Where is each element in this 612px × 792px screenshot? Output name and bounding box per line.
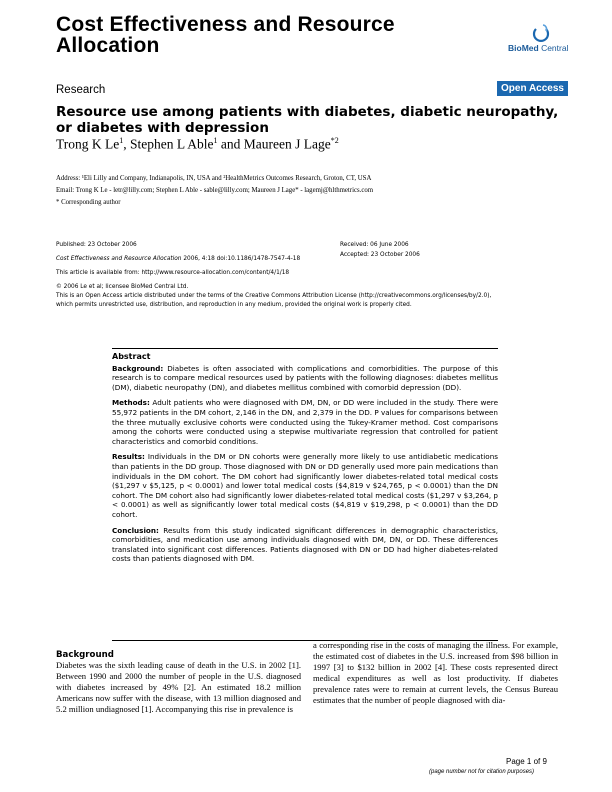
abstract-background xyxy=(112,364,498,393)
body-column-right: a corresponding rise in the costs of managing the illness. For example, the estimated cost of diabetes in the U.S. increased from $98 billion in 1997 [3] to $132 billion in 2002 [4]. These costs represented direct medical expenditures as well as lost productivity. If diabetes prevalence rates were to remain at current levels, the Census Bureau estimates that the number of people diagnosed with dia- xyxy=(313,640,558,705)
citation-journal: Cost Effectiveness and Resource Allocation xyxy=(56,256,182,262)
published-date: Published: 23 October 2006 xyxy=(56,242,137,248)
abstract-top-rule xyxy=(112,348,498,349)
abstract-heading: Abstract xyxy=(112,352,151,361)
author-name[interactable]: Maureen J Lage xyxy=(243,136,331,152)
abstract-results xyxy=(112,452,498,519)
author-name[interactable]: Trong K Le xyxy=(56,136,120,152)
license-line-2: which permits unrestricted use, distribution, and reproduction in any medium, provided the original work is properly cited. xyxy=(56,302,412,308)
logo-wordmark-light: Central xyxy=(538,43,569,53)
background-heading: Background xyxy=(56,650,114,660)
abstract-text: Diabetes is often associated with complications and comorbidities. The purpose of this research is to compare medical resources used by patients with the following diagnoses: diabetes mellitus (DM), diabetic neuropathy (DN), and diabetes mellitus combined with comorbid depression (DD). xyxy=(112,363,498,392)
abstract-label: Results: xyxy=(112,452,145,462)
corresponding-author-note: * Corresponding author xyxy=(56,199,121,206)
abstract-text: Adult patients who were diagnosed with DM, DN, or DD were included in the study. There were 55,972 patients in the DM cohort, 2,146 in the DN, and 2,379 in the DD. P values for comparisons between the three mutually exclusive cohorts were conducted using the Tukey-Kramer method. Cost comparisons among the cohorts were conducted using a stepwise multivariate regression that controlled for patient characteristics and comorbid conditions. xyxy=(112,398,498,446)
author-name[interactable]: Stephen L Able xyxy=(130,136,214,152)
author-affiliation-mark: 1 xyxy=(119,136,124,145)
accepted-date: Accepted: 23 October 2006 xyxy=(340,252,420,258)
page-number-note: (page number not for citation purposes) xyxy=(429,769,535,775)
abstract-conclusion xyxy=(112,526,498,564)
author-affiliation-mark: *2 xyxy=(330,136,339,145)
article-url[interactable]: This article is available from: http://www.resource-allocation.com/content/4/1/18 xyxy=(56,270,290,276)
citation-details: 2006, 4:18 doi:10.1186/1478-7547-4-18 xyxy=(181,256,301,262)
license-line-1[interactable]: This is an Open Access article distributed under the terms of the Creative Commons Attribution License (http://creativecommons.org/licenses/by/2.0), xyxy=(56,293,492,299)
abstract-text: Individuals in the DM or DN cohorts were generally more likely to use antidiabetic medications than patients in the DD group. Those diagnosed with DN or DD generally used more pain medications than individuals in the DM cohort. The DM cohort had significantly lower diabetes-related total medical costs ($1,297 v $5,125, p < 0.0001) and lower total medical costs ($4,819 v $24,765, p < 0.0001) than the DN cohort. The DM cohort also had significantly lower diabetes-related total medical costs ($1,297 v $3,264, p < 0.0001) as well as significantly lower total medical costs ($4,819 v $19,298, p < 0.0001) than the DD cohort. xyxy=(112,452,498,519)
affiliation: Address: ¹Eli Lilly and Company, Indianapolis, IN, USA and ²HealthMetrics Outcomes Research, Groton, CT, USA xyxy=(56,175,372,182)
author-separator: , xyxy=(123,136,131,152)
copyright: © 2006 Le et al; licensee BioMed Central Ltd. xyxy=(56,284,189,290)
received-date: Received: 06 June 2006 xyxy=(340,242,409,248)
abstract-label: Conclusion: xyxy=(112,525,159,535)
abstract-methods xyxy=(112,398,498,446)
article-title: Resource use among patients with diabetes, diabetic neuropathy, or diabetes with depression xyxy=(56,104,559,136)
abstract-label: Background: xyxy=(112,363,164,373)
author-affiliation-mark: 1 xyxy=(213,136,218,145)
abstract-text: Results from this study indicated significant differences in demographic characteristics, comorbidities, and medication use among individuals diagnosed with DM, DN, or DD. These differences translated into significant cost differences. Patients diagnosed with DN or DD had higher diabetes-related costs than patients diagnosed with DM. xyxy=(112,525,498,564)
abstract-label: Methods: xyxy=(112,398,150,408)
author-list xyxy=(56,136,339,153)
section-label: Research xyxy=(56,84,106,96)
author-separator: and xyxy=(217,136,244,152)
biomed-central-logo xyxy=(506,20,576,60)
author-emails[interactable]: Email: Trong K Le - letr@lilly.com; Stephen L Able - sable@lilly.com; Maureen J Lage* - lagemj@hlthmetrics.com xyxy=(56,187,374,194)
body-column-left: Diabetes was the sixth leading cause of death in the U.S. in 2002 [1]. Between 1990 and 2000 the number of people in the U.S. diagnosed with diabetes increased by 49% [2]. An estimated 18.2 million Americans now suffer with the disease, with 13 million diagnosed and 5.2 million undiagnosed [1]. Accompanying this rise in prevalence is xyxy=(56,660,301,714)
open-access-badge: Open Access xyxy=(497,81,568,96)
logo-wordmark xyxy=(508,43,568,53)
citation xyxy=(56,256,300,262)
abstract-box xyxy=(112,348,498,570)
journal-title: Cost Effectiveness and Resource Allocation xyxy=(56,13,395,57)
logo-wordmark-bold: BioMed xyxy=(508,43,539,53)
page-number: Page 1 of 9 xyxy=(506,757,547,766)
